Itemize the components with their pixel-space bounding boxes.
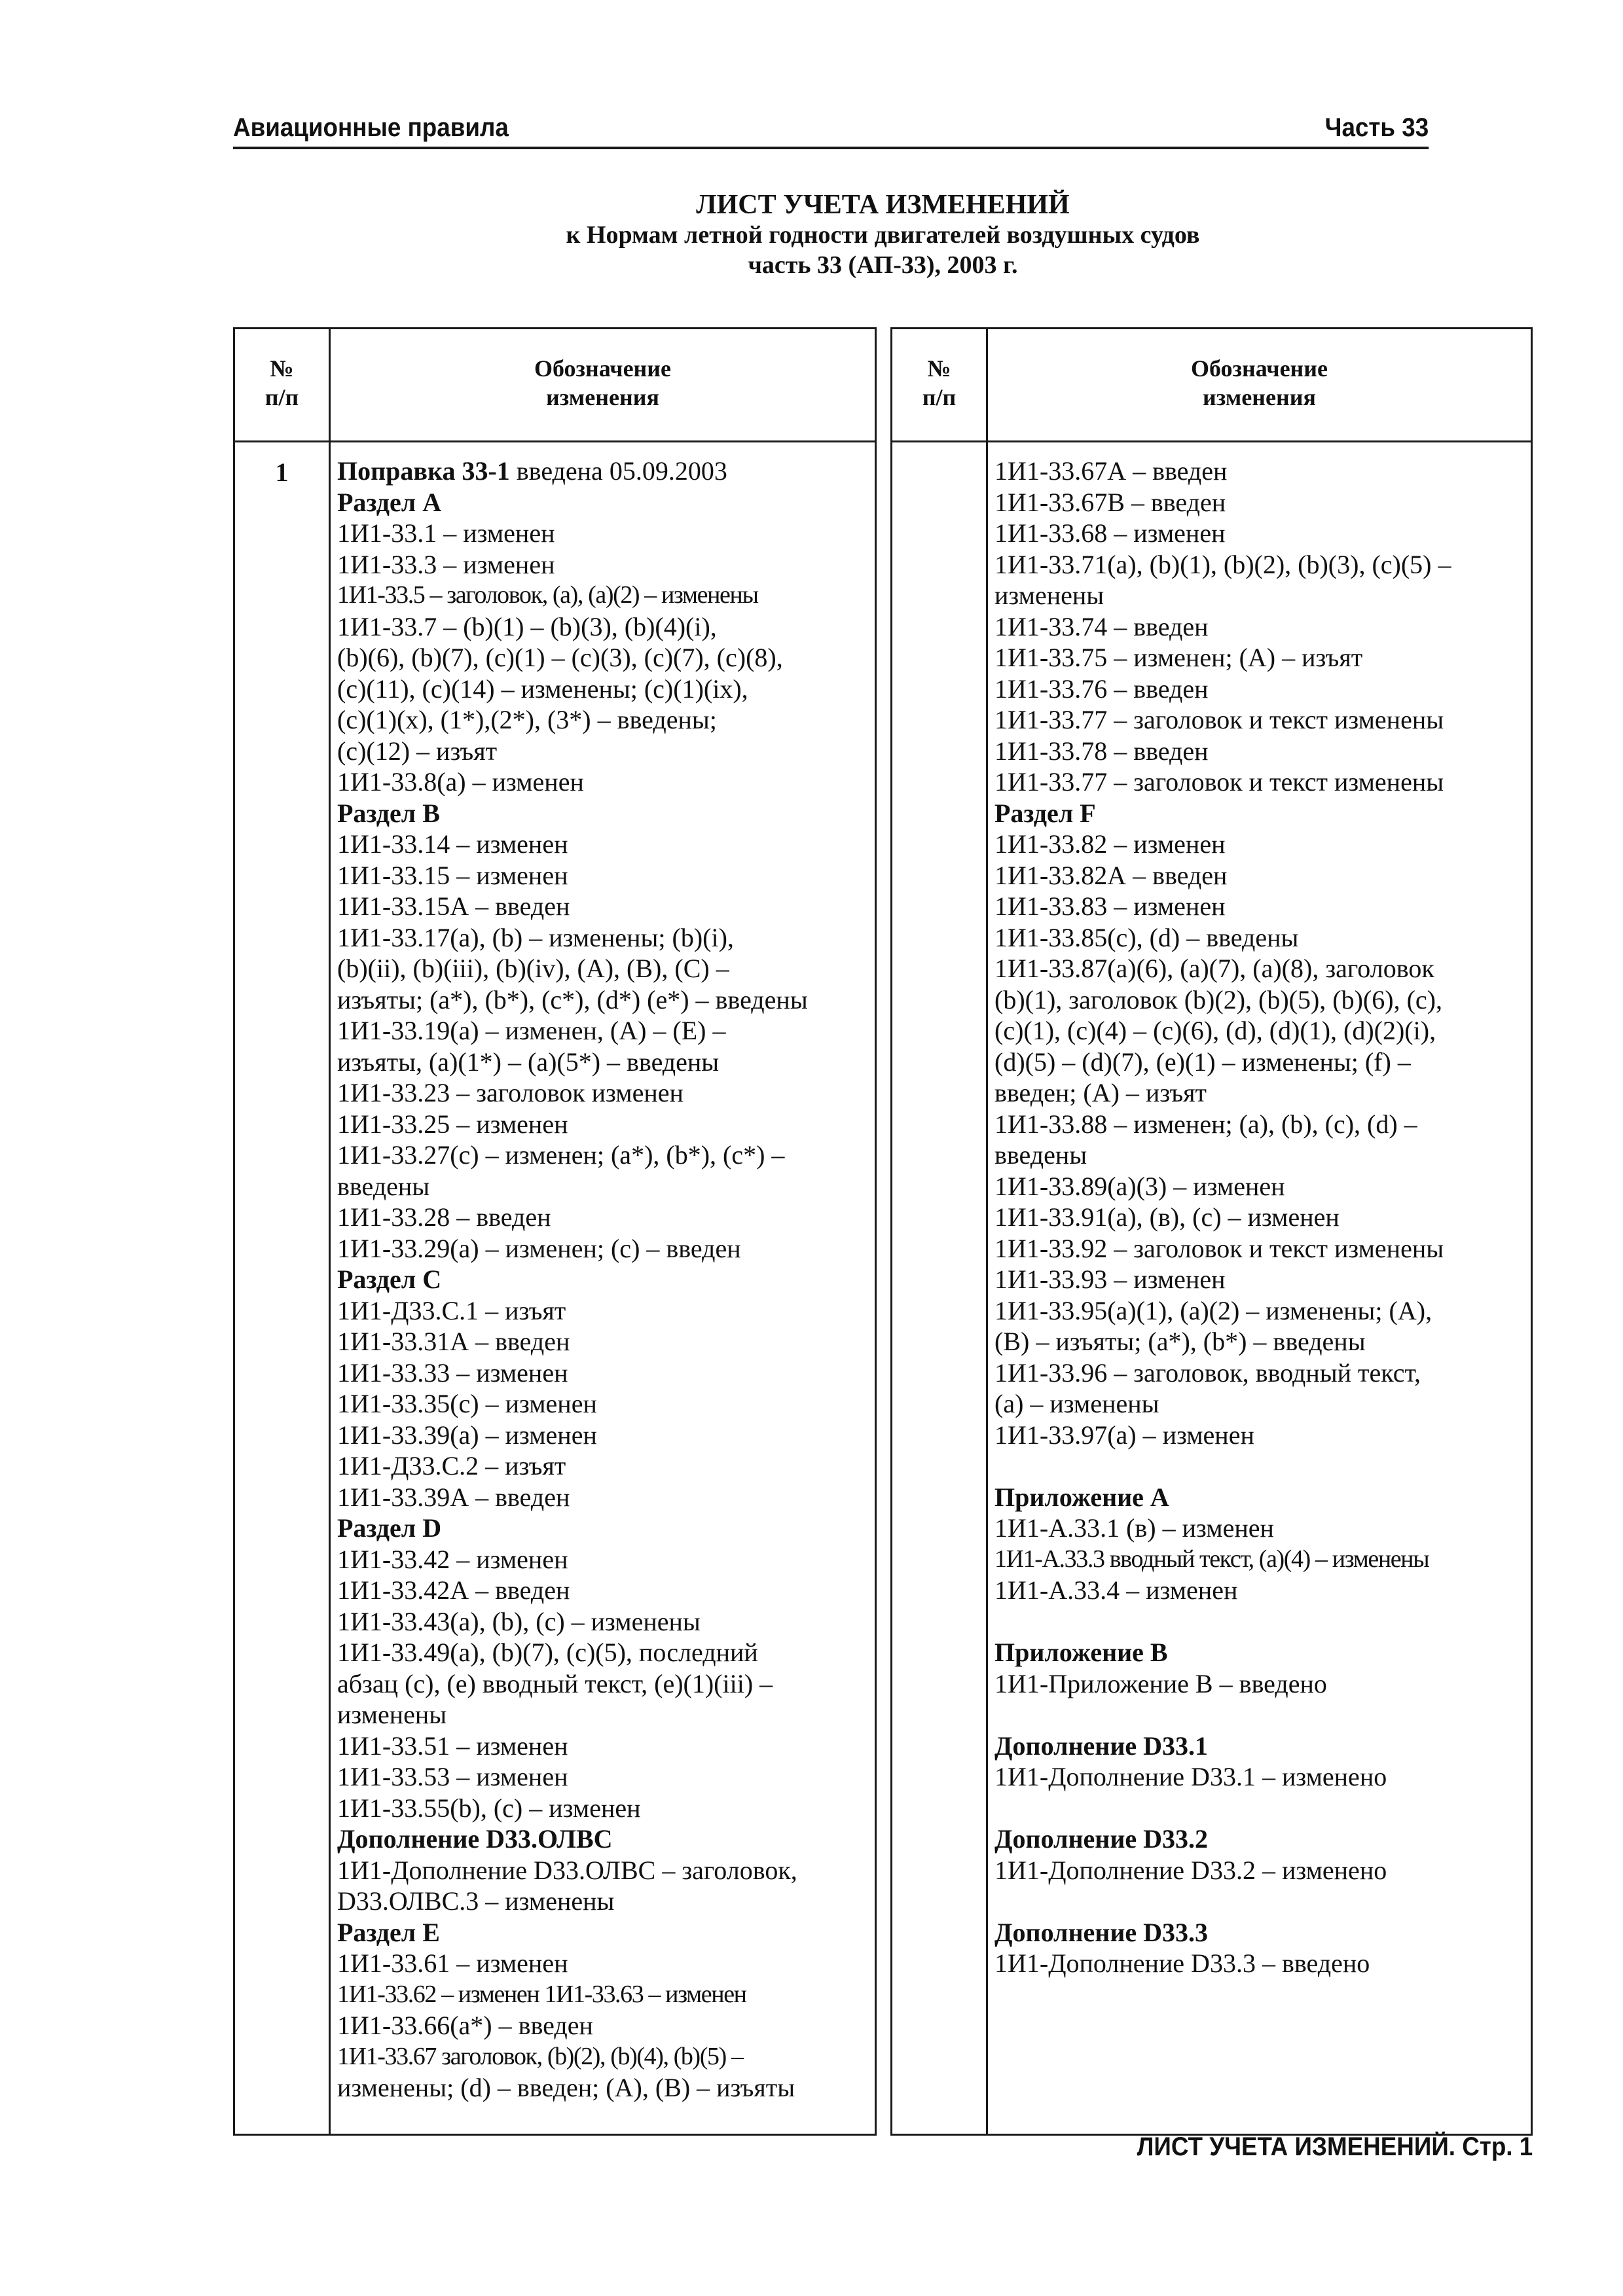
change-entry: 1И1-33.8(a) – изменен — [337, 767, 584, 797]
page-subtitle: к Нормам летной годности двигателей воздушных судов — [566, 221, 1200, 249]
section-heading: Раздел B — [337, 798, 440, 828]
section-heading: Приложение А — [994, 1482, 1169, 1512]
change-list-left — [337, 456, 869, 2104]
change-entry: 1И1-33.82А – введен — [994, 860, 1228, 890]
section-heading: Раздел C — [337, 1265, 442, 1294]
change-entry: 1И1-33.43(a), (b), (c) – изменены — [337, 1606, 701, 1636]
blank-line — [994, 1699, 1525, 1731]
change-entry: 1И1-33.77 – заголовок и текст изменены — [994, 767, 1444, 797]
change-entry: 1И1-33.67А – введен — [994, 456, 1228, 486]
change-entry: 1И1-А.33.1 (в) – изменен — [994, 1513, 1274, 1543]
header-doc-title: Авиационные правила — [233, 113, 509, 142]
change-entry: 1И1-33.71(a), (b)(1), (b)(2), (b)(3), (c)(5) – — [994, 549, 1451, 579]
amendment-entry — [337, 456, 869, 487]
section-heading: Приложение B — [994, 1638, 1168, 1667]
change-entry: 1И1-33.91(a), (в), (c) – изменен — [994, 1202, 1340, 1232]
change-entry: 1И1-33.17(a), (b) – изменены; (b)(i), — [337, 922, 734, 952]
change-entry: изъяты, (a)(1*) – (a)(5*) – введены — [337, 1047, 720, 1077]
column-header-number-line2: п/п — [922, 384, 957, 410]
change-entry: 1И1-33.62 – изменен 1И1-33.63 – изменен — [337, 1980, 746, 2008]
change-entry: D33.ОЛВС.3 – изменены — [337, 1886, 615, 1916]
running-header — [233, 110, 1429, 149]
change-entry: 1И1-33.39А – введен — [337, 1482, 570, 1512]
change-entry: изменены — [337, 1700, 447, 1729]
column-header-designation — [988, 354, 1531, 412]
table-header — [892, 329, 1531, 442]
change-entry: 1И1-33.25 – изменен — [337, 1109, 568, 1139]
change-entry: 1И1-Д33.С.2 – изъят — [337, 1451, 566, 1480]
change-entry: (c)(1)(x), (1*),(2*), (3*) – введены; — [337, 705, 717, 734]
column-header-designation-line1: Обозначение — [534, 355, 672, 382]
amendment-label: Поправка 33-1 — [337, 456, 510, 486]
change-entry: 1И1-33.78 – введен — [994, 736, 1209, 766]
change-entry: 1И1-33.74 – введен — [994, 611, 1209, 641]
page-title: ЛИСТ УЧЕТА ИЗМЕНЕНИЙ — [696, 190, 1070, 220]
column-header-designation — [331, 354, 875, 412]
change-entry: 1И1-33.95(a)(1), (a)(2) – изменены; (A), — [994, 1295, 1432, 1325]
section-heading: Раздел D — [337, 1513, 442, 1543]
change-entry: введены — [337, 1171, 430, 1201]
change-list-right — [994, 456, 1525, 1979]
column-divider — [329, 329, 331, 2134]
change-entry: (d)(5) – (d)(7), (e)(1) – изменены; (f) – — [994, 1047, 1411, 1077]
change-entry: 1И1-33.87(a)(6), (a)(7), (a)(8), заголовок — [994, 954, 1434, 983]
page-footer: ЛИСТ УЧЕТА ИЗМЕНЕНИЙ. Стр. 1 — [1137, 2132, 1533, 2161]
blank-line — [994, 1793, 1525, 1824]
change-entry: 1И1-Д33.С.1 – изъят — [337, 1295, 566, 1325]
section-heading: Раздел E — [337, 1917, 440, 1947]
column-header-number — [235, 354, 329, 412]
section-heading: Дополнение D33.ОЛВС — [337, 1824, 613, 1854]
change-entry: изменены; (d) – введен; (A), (B) – изъяты — [337, 2073, 795, 2102]
change-entry: 1И1-33.92 – заголовок и текст изменены — [994, 1233, 1444, 1263]
change-entry: 1И1-33.7 – (b)(1) – (b)(3), (b)(4)(i), — [337, 611, 717, 641]
change-entry: 1И1-33.85(c), (d) – введены — [994, 922, 1299, 952]
change-entry: (c)(12) – изъят — [337, 736, 498, 766]
change-entry: введен; (A) – изъят — [994, 1078, 1207, 1107]
change-entry: изменены — [994, 581, 1104, 610]
change-entry: (a) – изменены — [994, 1389, 1159, 1418]
column-divider — [986, 329, 988, 2134]
change-entry: 1И1-33.96 – заголовок, вводный текст, — [994, 1357, 1421, 1388]
change-entry: 1И1-33.53 – изменен — [337, 1762, 568, 1791]
change-entry: 1И1-33.23 – заголовок изменен — [337, 1078, 684, 1107]
change-entry: 1И1-33.77 – заголовок и текст изменены — [994, 705, 1444, 734]
change-entry: 1И1-33.67В – введен — [994, 487, 1226, 517]
table-header — [235, 329, 875, 442]
header-part-label: Часть 33 — [1324, 113, 1429, 142]
change-entry: 1И1-Дополнение D33.1 – изменено — [994, 1762, 1387, 1791]
change-entry: 1И1-33.76 – введен — [994, 673, 1209, 704]
change-entry: 1И1-Дополнение D33.2 – изменено — [994, 1855, 1387, 1885]
column-header-designation-line2: изменения — [546, 384, 659, 410]
change-entry: 1И1-33.3 – изменен — [337, 549, 555, 579]
blank-line — [994, 1450, 1525, 1482]
change-entry: 1И1-33.33 – изменен — [337, 1357, 568, 1388]
page-subtitle-year: часть 33 (АП-33), 2003 г. — [748, 251, 1018, 279]
change-entry: 1И1-Дополнение D33.ОЛВС – заголовок, — [337, 1855, 797, 1885]
change-entry: введены — [994, 1140, 1087, 1170]
change-entry: 1И1-33.55(b), (c) – изменен — [337, 1793, 641, 1823]
change-entry: 1И1-33.82 – изменен — [994, 829, 1226, 859]
row-number: 1 — [275, 457, 289, 487]
change-entry: изъяты; (a*), (b*), (c*), (d*) (e*) – введены — [337, 984, 808, 1014]
change-entry: (c)(1), (c)(4) – (c)(6), (d), (d)(1), (d)(2)(i), — [994, 1016, 1436, 1045]
change-entry: 1И1-А.33.4 – изменен — [994, 1575, 1238, 1605]
column-header-designation-line2: изменения — [1203, 384, 1316, 410]
section-heading: Дополнение D33.3 — [994, 1917, 1209, 1947]
change-entry: 1И1-А.33.3 вводный текст, (a)(4) – изменены — [994, 1545, 1429, 1573]
change-entry: (c)(11), (c)(14) – изменены; (c)(1)(ix), — [337, 673, 748, 704]
change-entry: 1И1-33.35(c) – изменен — [337, 1389, 597, 1418]
change-entry: 1И1-33.97(a) – изменен — [994, 1420, 1254, 1450]
change-entry: 1И1-33.83 – изменен — [994, 891, 1226, 921]
change-entry: (b)(ii), (b)(iii), (b)(iv), (A), (B), (C) – — [337, 954, 729, 983]
change-entry: 1И1-33.42А – введен — [337, 1575, 570, 1605]
column-header-number-line1: № — [270, 355, 294, 382]
change-entry: 1И1-33.5 – заголовок, (a), (a)(2) – изменены — [337, 581, 758, 609]
change-entry: 1И1-33.1 – изменен — [337, 518, 555, 548]
change-entry: 1И1-33.66(a*) – введен — [337, 2011, 593, 2040]
column-header-designation-line1: Обозначение — [1190, 355, 1328, 382]
change-entry: 1И1-Дополнение D33.3 – введено — [994, 1948, 1370, 1978]
change-entry: 1И1-33.49(a), (b)(7), (c)(5), последний — [337, 1638, 758, 1667]
change-entry: 1И1-33.75 – изменен; (A) – изъят — [994, 643, 1363, 672]
change-entry: 1И1-33.39(a) – изменен — [337, 1420, 597, 1450]
change-entry: 1И1-33.29(a) – изменен; (c) – введен — [337, 1233, 741, 1263]
change-entry: 1И1-33.68 – изменен — [994, 518, 1226, 548]
change-entry: 1И1-33.15А – введен — [337, 891, 570, 921]
column-header-number-line1: № — [927, 355, 951, 382]
change-entry: 1И1-33.61 – изменен — [337, 1948, 568, 1978]
change-entry: (b)(6), (b)(7), (c)(1) – (c)(3), (c)(7), (c)(8), — [337, 643, 783, 672]
page-title-block — [233, 190, 1533, 280]
change-entry: 1И1-Приложение В – введено — [994, 1668, 1327, 1698]
section-heading: Дополнение D33.2 — [994, 1824, 1209, 1854]
change-entry: 1И1-33.88 – изменен; (a), (b), (c), (d) – — [994, 1109, 1417, 1139]
blank-line — [994, 1606, 1525, 1638]
change-entry: 1И1-33.51 – изменен — [337, 1731, 568, 1761]
change-entry: 1И1-33.19(a) – изменен, (A) – (E) – — [337, 1016, 726, 1045]
change-entry: 1И1-33.67 заголовок, (b)(2), (b)(4), (b)(5) – — [337, 2042, 743, 2070]
section-heading: Раздел F — [994, 798, 1096, 828]
column-header-number-line2: п/п — [264, 384, 299, 410]
column-header-number — [892, 354, 986, 412]
change-entry: 1И1-33.93 – изменен — [994, 1265, 1226, 1294]
amendment-date: введена 05.09.2003 — [509, 456, 727, 486]
change-entry: 1И1-33.15 – изменен — [337, 860, 568, 890]
section-heading: Раздел A — [337, 487, 442, 517]
changes-table-left — [233, 327, 877, 2136]
change-entry: (B) – изъяты; (a*), (b*) – введены — [994, 1327, 1366, 1356]
change-entry: 1И1-33.28 – введен — [337, 1202, 551, 1232]
change-entry: 1И1-33.14 – изменен — [337, 829, 568, 859]
change-entry: (b)(1), заголовок (b)(2), (b)(5), (b)(6), (c), — [994, 984, 1442, 1014]
blank-line — [994, 1886, 1525, 1917]
change-entry: 1И1-33.31А – введен — [337, 1327, 570, 1356]
section-heading: Дополнение D33.1 — [994, 1731, 1209, 1761]
change-entry: 1И1-33.42 – изменен — [337, 1544, 568, 1574]
change-entry: 1И1-33.27(c) – изменен; (a*), (b*), (c*) – — [337, 1140, 785, 1170]
change-entry: 1И1-33.89(a)(3) – изменен — [994, 1171, 1285, 1201]
change-entry: абзац (c), (e) вводный текст, (e)(1)(iii) – — [337, 1668, 773, 1698]
changes-table-right — [890, 327, 1533, 2136]
